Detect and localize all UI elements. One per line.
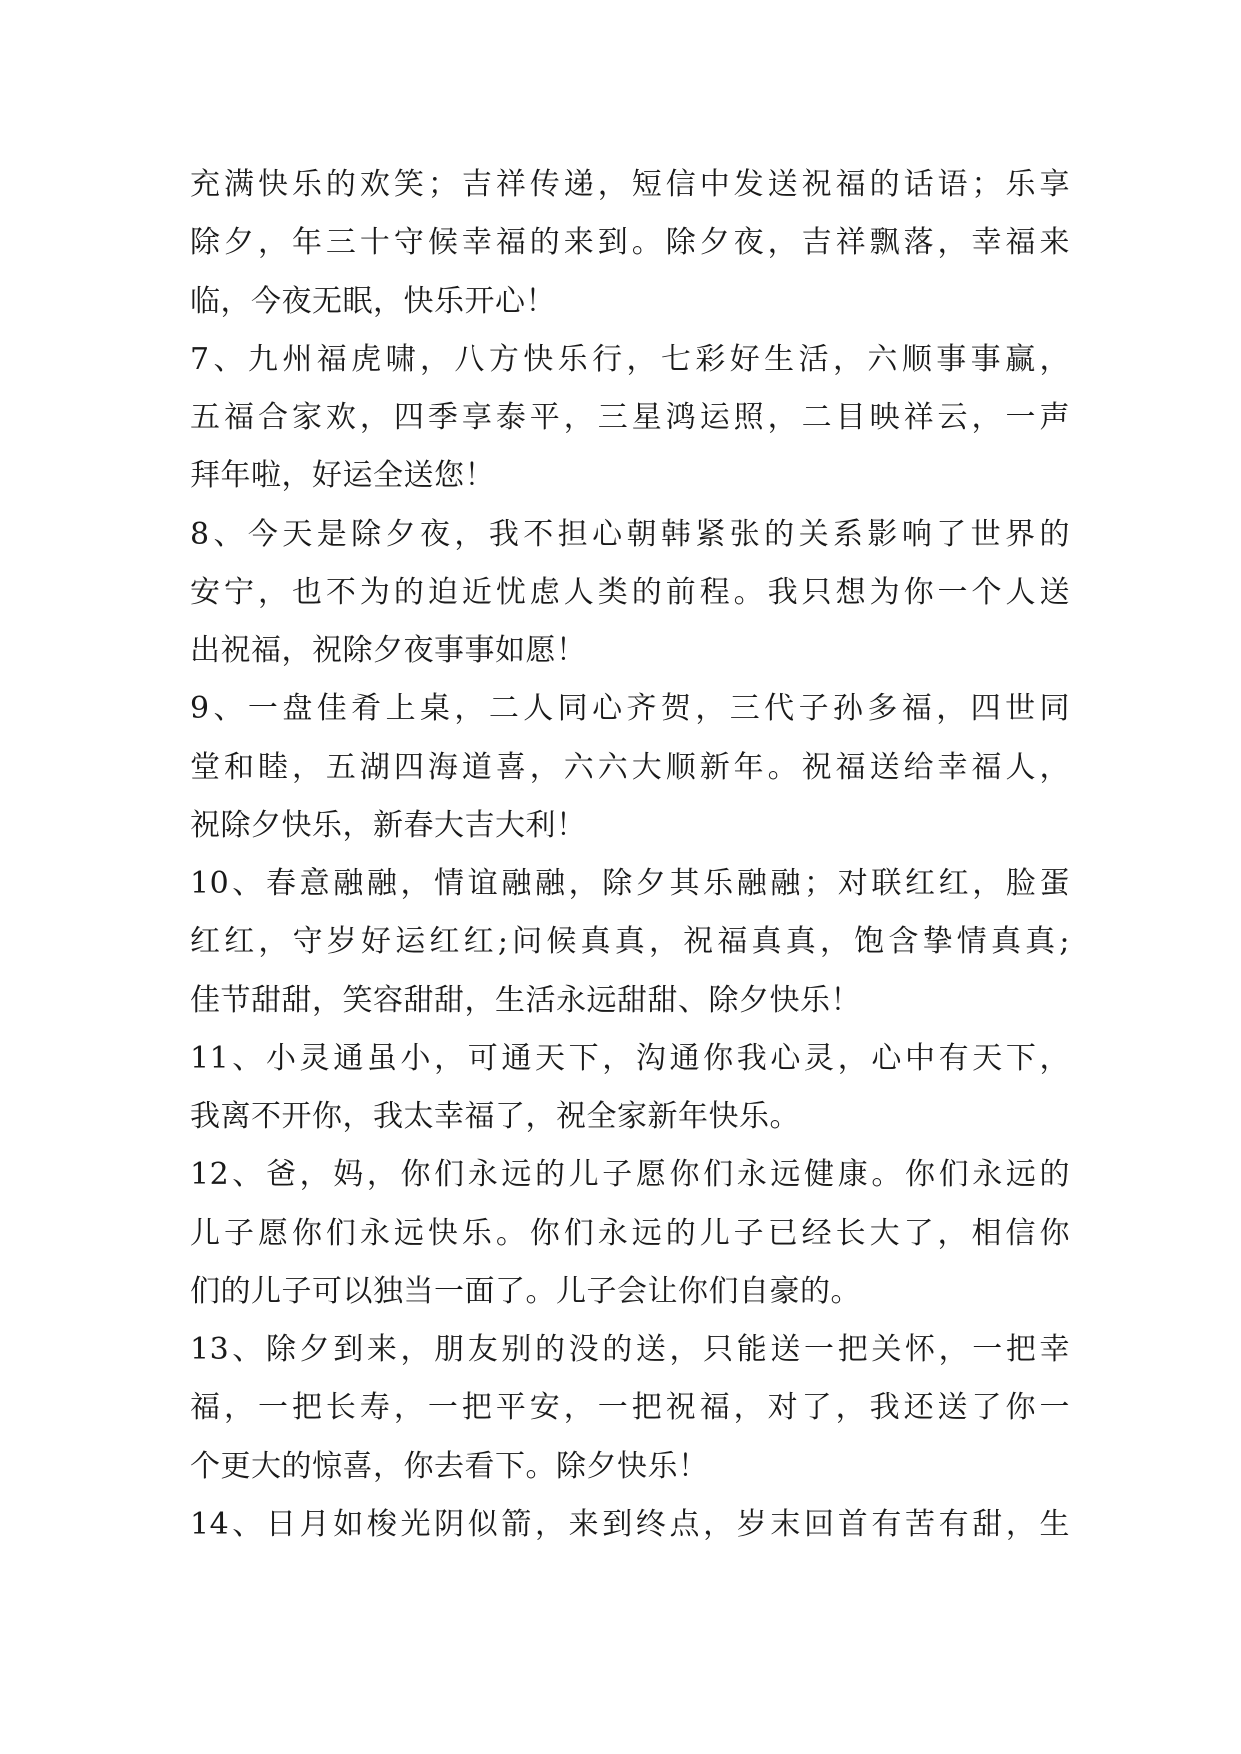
- text-line: 12、爸，妈，你们永远的儿子愿你们永远健康。你们永远的: [190, 1157, 1070, 1193]
- text-line: 儿子愿你们永远快乐。你们永远的儿子已经长大了，相信你: [190, 1215, 1070, 1251]
- text-line: 堂和睦，五湖四海道喜，六六大顺新年。祝福送给幸福人，: [190, 749, 1070, 785]
- text-line: 们的儿子可以独当一面了。儿子会让你们自豪的。: [190, 1273, 861, 1309]
- text-line: 红红，守岁好运红红;问候真真，祝福真真，饱含挚情真真;: [190, 924, 1070, 960]
- text-line: 充满快乐的欢笑；吉祥传递，短信中发送祝福的话语；乐享: [190, 167, 1070, 202]
- text-line: 11、小灵通虽小，可通天下，沟通你我心灵，心中有天下，: [190, 1040, 1070, 1076]
- text-line: 9、一盘佳肴上桌，二人同心齐贺，三代子孙多福，四世同: [190, 691, 1070, 727]
- text-line: 祝除夕快乐，新春大吉大利！: [190, 807, 587, 843]
- text-line: 拜年啦，好运全送您！: [190, 458, 495, 494]
- text-line: 出祝福，祝除夕夜事事如愿！: [190, 633, 587, 668]
- text-line: 14、日月如梭光阴似箭，来到终点，岁末回首有苦有甜，生: [190, 1506, 1070, 1542]
- text-line: 安宁，也不为的迫近忧虑人类的前程。我只想为你一个人送: [190, 574, 1070, 610]
- text-line: 五福合家欢，四季享泰平，三星鸿运照，二目映祥云，一声: [190, 400, 1070, 435]
- text-line: 7、九州福虎啸，八方快乐行，七彩好生活，六顺事事赢，: [190, 341, 1070, 377]
- text-line: 13、除夕到来，朋友别的没的送，只能送一把关怀，一把幸: [190, 1332, 1070, 1367]
- text-line: 佳节甜甜，笑容甜甜，生活永远甜甜、除夕快乐！: [190, 982, 861, 1018]
- text-line: 除夕，年三十守候幸福的来到。除夕夜，吉祥飘落，幸福来: [190, 225, 1070, 261]
- text-line: 福，一把长寿，一把平安，一把祝福，对了，我还送了你一: [190, 1390, 1070, 1426]
- text-line: 8、今天是除夕夜，我不担心朝韩紧张的关系影响了世界的: [190, 516, 1070, 552]
- text-line: 临，今夜无眠，快乐开心！: [190, 283, 556, 319]
- text-line: 我离不开你，我太幸福了，祝全家新年快乐。: [190, 1099, 800, 1134]
- text-line: 个更大的惊喜，你去看下。除夕快乐！: [190, 1448, 709, 1484]
- document-text-body: [190, 156, 1070, 1554]
- text-line: 10、春意融融，情谊融融，除夕其乐融融；对联红红，脸蛋: [190, 866, 1070, 901]
